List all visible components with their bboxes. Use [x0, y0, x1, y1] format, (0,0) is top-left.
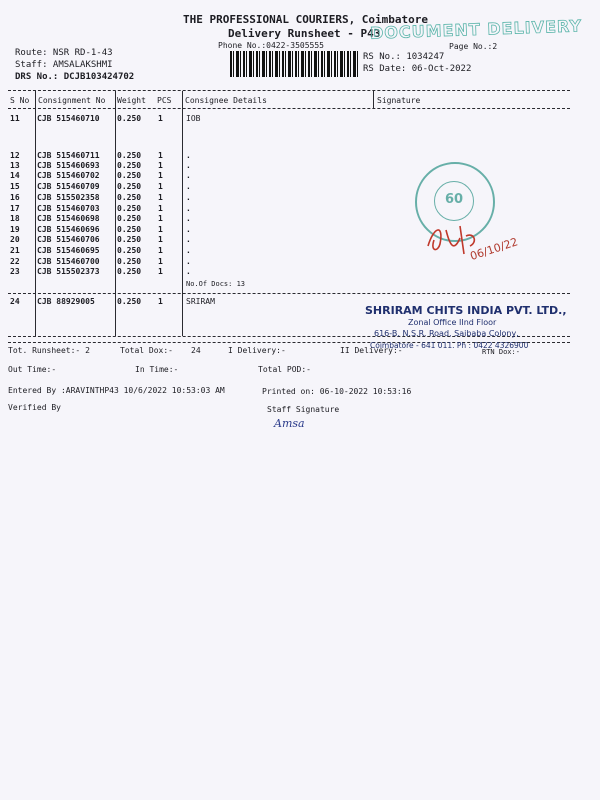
cell-consignment: CJB 515460702 [37, 171, 100, 180]
staff-signature: Amsa [274, 417, 305, 430]
runsheet-title: Delivery Runsheet - P43 [228, 27, 381, 40]
cell-pcs: 1 [158, 267, 163, 276]
company-name: THE PROFESSIONAL COURIERS, Coimbatore [183, 13, 429, 26]
cell-pcs: 1 [158, 171, 163, 180]
cell-pcs: 1 [158, 151, 163, 160]
entered-by: Entered By :ARAVINTHP43 10/6/2022 10:53:03 AM [8, 386, 225, 395]
col-divider [373, 91, 374, 108]
verified-by: Verified By [8, 403, 61, 412]
out-time: Out Time:- [8, 365, 57, 374]
cell-weight: 0.250 [117, 193, 142, 202]
total-pod: Total POD:- [258, 365, 311, 374]
no-of-docs: No.Of Docs: 13 [186, 280, 246, 288]
cell-sno: 20 [10, 235, 20, 244]
cell-pcs: 1 [158, 182, 163, 191]
cell-consignee: . [186, 257, 191, 266]
rtn-dox: RTN Dox:- [482, 348, 520, 356]
rs-number: RS No.: 1034247 [363, 52, 445, 62]
col-divider [35, 91, 36, 336]
cell-consignee: . [186, 171, 191, 180]
table-section-rule [8, 293, 570, 294]
cell-consignment: CJB 515502373 [37, 267, 100, 276]
cell-sno: 14 [10, 171, 20, 180]
cell-consignment: CJB 515460700 [37, 257, 100, 266]
company-stamp-line3: Coimbatore - 641 011. Ph : 0422 4326900 [370, 341, 529, 350]
col-divider [182, 91, 183, 336]
cell-weight: 0.250 [117, 235, 142, 244]
cell-sno: 13 [10, 161, 20, 170]
document-delivery-stamp: DOCUMENT DELIVERY [369, 16, 583, 43]
cell-pcs: 1 [158, 257, 163, 266]
header-consignee: Consignee Details [185, 96, 267, 105]
cell-pcs: 1 [158, 193, 163, 202]
cell-pcs: 1 [158, 204, 163, 213]
cell-sno: 16 [10, 193, 20, 202]
table-header-rule [8, 108, 570, 109]
cell-sno: 22 [10, 257, 20, 266]
cell-pcs: 1 [158, 297, 163, 306]
rs-date: RS Date: 06-Oct-2022 [363, 64, 472, 74]
cell-weight: 0.250 [117, 267, 142, 276]
handwritten-date: 06/10/22 [468, 235, 520, 263]
cell-weight: 0.250 [117, 161, 142, 170]
table-top-rule [8, 90, 570, 91]
cell-consignment: CJB 515460703 [37, 204, 100, 213]
cell-consignment: CJB 515460696 [37, 225, 100, 234]
cell-pcs: 1 [158, 161, 163, 170]
header-consignment: Consignment No [38, 96, 106, 105]
cell-weight: 0.250 [117, 297, 142, 306]
ii-delivery: II Delivery:- [340, 346, 403, 355]
cell-sno: 24 [10, 297, 20, 306]
cell-consignee: . [186, 151, 191, 160]
cell-pcs: 1 [158, 235, 163, 244]
cell-weight: 0.250 [117, 246, 142, 255]
barcode [230, 51, 358, 77]
cell-consignee: . [186, 193, 191, 202]
cell-sno: 11 [10, 114, 20, 123]
i-delivery: I Delivery:- [228, 346, 286, 355]
handwritten-signature [420, 212, 540, 272]
round-seal-stamp: 60 [415, 162, 495, 242]
cell-weight: 0.250 [117, 257, 142, 266]
cell-pcs: 1 [158, 114, 163, 123]
cell-sno: 15 [10, 182, 20, 191]
header-weight: Weight [117, 96, 146, 105]
cell-consignee: . [186, 204, 191, 213]
cell-sno: 19 [10, 225, 20, 234]
cell-consignee: . [186, 267, 191, 276]
cell-consignee: . [186, 182, 191, 191]
header-sno: S No [10, 96, 30, 105]
cell-consignment: CJB 515502358 [37, 193, 100, 202]
cell-consignee: . [186, 246, 191, 255]
company-stamp-line1: Zonal Office IInd Floor [408, 318, 497, 327]
company-stamp-line2: 616-B, N.S.R. Road, Saibaba Colony, [374, 329, 519, 338]
cell-consignee: . [186, 214, 191, 223]
cell-consignment: CJB 515460709 [37, 182, 100, 191]
cell-consignee: IOB [186, 114, 201, 123]
cell-weight: 0.250 [117, 225, 142, 234]
cell-consignment: CJB 515460695 [37, 246, 100, 255]
cell-weight: 0.250 [117, 114, 142, 123]
total-dox-label: Total Dox:- [120, 346, 173, 355]
cell-sno: 23 [10, 267, 20, 276]
cell-weight: 0.250 [117, 214, 142, 223]
cell-weight: 0.250 [117, 151, 142, 160]
cell-sno: 12 [10, 151, 20, 160]
cell-pcs: 1 [158, 214, 163, 223]
cell-consignment: CJB 88929005 [37, 297, 95, 306]
cell-weight: 0.250 [117, 182, 142, 191]
cell-pcs: 1 [158, 246, 163, 255]
cell-consignee: SRIRAM [186, 297, 215, 306]
cell-sno: 17 [10, 204, 20, 213]
cell-pcs: 1 [158, 225, 163, 234]
in-time: In Time:- [135, 365, 179, 374]
phone-number: Phone No.:0422-3505555 [218, 41, 324, 50]
page-number: Page No.:2 [449, 42, 498, 51]
cell-consignment: CJB 515460711 [37, 151, 100, 160]
cell-consignment: CJB 515460706 [37, 235, 100, 244]
total-dox-value: 24 [191, 346, 201, 355]
col-divider [115, 91, 116, 336]
cell-consignee: . [186, 235, 191, 244]
route: Route: NSR RD-1-43 [15, 48, 113, 58]
total-runsheet: Tot. Runsheet:- 2 [8, 346, 90, 355]
cell-consignee: . [186, 161, 191, 170]
cell-consignment: CJB 515460693 [37, 161, 100, 170]
header-pcs: PCS [157, 96, 172, 105]
header-signature: Signature [377, 96, 421, 105]
staff-signature-label: Staff Signature [267, 405, 340, 414]
cell-sno: 18 [10, 214, 20, 223]
cell-consignment: CJB 515460698 [37, 214, 100, 223]
drs-number: DRS No.: DCJB103424702 [15, 72, 135, 82]
cell-consignee: . [186, 225, 191, 234]
staff-name: Staff: AMSALAKSHMI [15, 60, 113, 70]
cell-weight: 0.250 [117, 171, 142, 180]
cell-sno: 21 [10, 246, 20, 255]
cell-consignment: CJB 515460710 [37, 114, 100, 123]
cell-weight: 0.250 [117, 204, 142, 213]
company-stamp-name: SHRIRAM CHITS INDIA PVT. LTD., [365, 304, 567, 317]
printed-on: Printed on: 06-10-2022 10:53:16 [262, 387, 412, 396]
